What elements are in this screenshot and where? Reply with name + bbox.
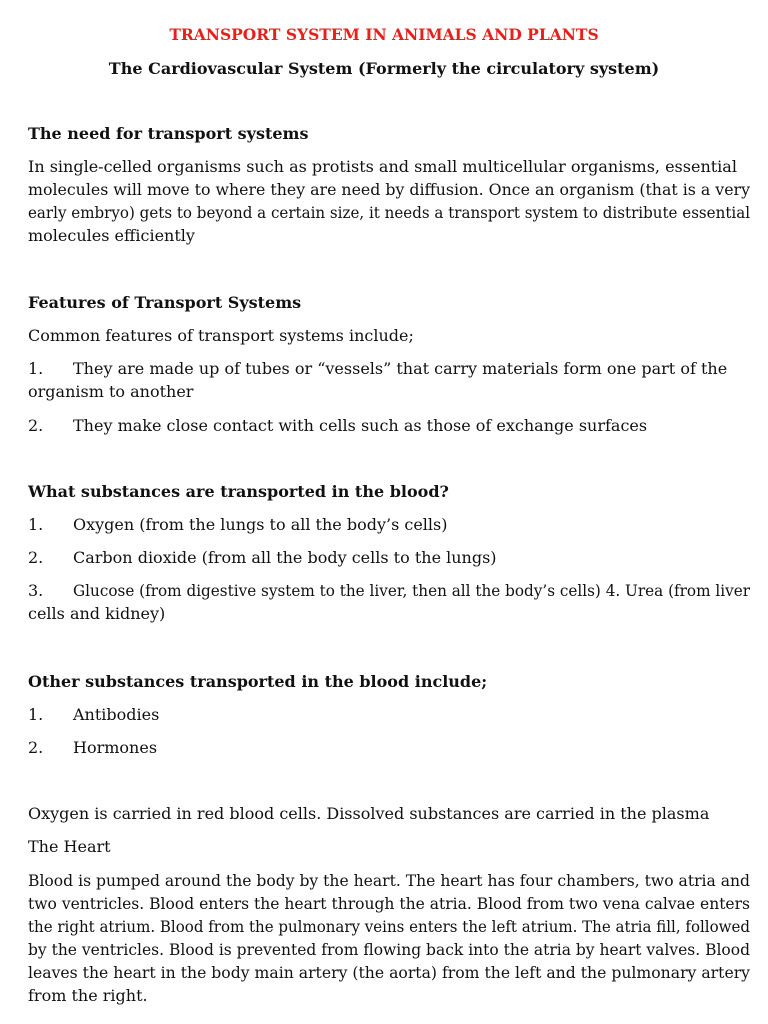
features-intro: Common features of transport systems include;: [28, 326, 414, 345]
list-number: 2.: [28, 416, 44, 435]
section-heading-heart: The Heart: [28, 837, 111, 856]
list-item-continuation: cells and kidney): [28, 604, 166, 623]
need-paragraph-line: molecules will move to where they are need by diffusion. Once an organism (that is a very: [28, 180, 750, 199]
heart-paragraph-line: leaves the heart in the body main artery (the aorta) from the left and the pulmonary artery: [28, 963, 751, 982]
list-item-text: Antibodies: [73, 705, 160, 724]
section-heading-need: The need for transport systems: [28, 124, 309, 143]
list-item-text: Hormones: [73, 738, 158, 757]
need-paragraph-line: molecules efficiently: [28, 226, 195, 245]
list-item-text: Oxygen (from the lungs to all the body’s cells): [73, 515, 448, 534]
list-item-continuation: organism to another: [28, 382, 194, 401]
heart-paragraph-line: from the right.: [28, 986, 148, 1005]
document-title: TRANSPORT SYSTEM IN ANIMALS AND PLANTS: [169, 25, 599, 44]
list-item-text: Glucose (from digestive system to the liver, then all the body’s cells) 4. Urea (from liver: [73, 581, 750, 600]
list-item-text: They are made up of tubes or “vessels” that carry materials form one part of the: [73, 359, 728, 378]
list-number: 3.: [28, 581, 44, 600]
list-number: 1.: [28, 705, 44, 724]
list-number: 1.: [28, 515, 44, 534]
list-number: 1.: [28, 359, 44, 378]
list-number: 2.: [28, 738, 44, 757]
list-number: 2.: [28, 548, 44, 567]
heart-paragraph-line: Blood is pumped around the body by the heart. The heart has four chambers, two atria and: [28, 871, 751, 890]
list-item-text: They make close contact with cells such as those of exchange surfaces: [73, 416, 648, 435]
heart-paragraph-line: by the ventricles. Blood is prevented from flowing back into the atria by heart valves. Blood: [28, 940, 751, 959]
section-heading-substances: What substances are transported in the blood?: [28, 482, 449, 501]
section-heading-other: Other substances transported in the blood include;: [28, 672, 488, 691]
need-paragraph-line: early embryo) gets to beyond a certain size, it needs a transport system to distribute essential: [28, 203, 751, 222]
oxygen-note: Oxygen is carried in red blood cells. Dissolved substances are carried in the plasma: [28, 804, 710, 823]
need-paragraph-line: In single-celled organisms such as protists and small multicellular organisms, essential: [28, 157, 737, 176]
section-heading-features: Features of Transport Systems: [28, 293, 302, 312]
list-item-text: Carbon dioxide (from all the body cells to the lungs): [73, 548, 497, 567]
heart-paragraph-line: two ventricles. Blood enters the heart through the atria. Blood from two vena calvae enters: [28, 894, 751, 913]
heart-paragraph-line: the right atrium. Blood from the pulmonary veins enters the left atrium. The atria fill, followed: [28, 917, 750, 936]
document-subtitle: The Cardiovascular System (Formerly the circulatory system): [108, 59, 660, 78]
